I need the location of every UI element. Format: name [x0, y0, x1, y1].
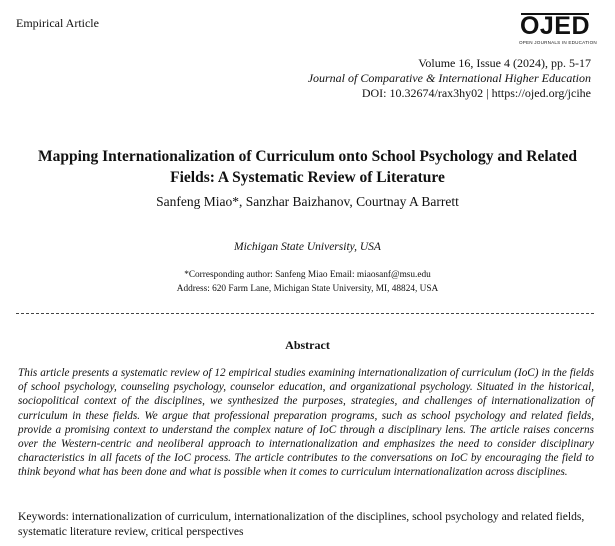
- corresponding-author-block: [0, 268, 615, 296]
- paper-title: Mapping Internationalization of Curriculum onto School Psychology and Related Fields: A Systematic Review of Literature: [37, 148, 578, 186]
- ojed-logo: [519, 6, 597, 50]
- logo-text: OJED: [519, 12, 591, 40]
- keywords: Keywords: internationalization of curriculum, internationalization of the disciplines, school psychology and related fields, systematic literature review, critical perspectives: [18, 510, 585, 538]
- author-list: Sanfeng Miao*, Sanzhar Baizhanov, Courtnay A Barrett: [156, 194, 459, 209]
- journal-meta: [308, 56, 591, 101]
- section-divider: [16, 313, 594, 314]
- affiliation: Michigan State University, USA: [234, 241, 381, 253]
- logo-subtitle: OPEN JOURNALS IN EDUCATION: [519, 40, 597, 45]
- corresponding-author: *Corresponding author: Sanfeng Miao Email: miaosanf@msu.edu: [184, 270, 431, 280]
- article-type-label: Empirical Article: [16, 16, 99, 30]
- volume-issue: Volume 16, Issue 4 (2024), pp. 5-17: [418, 56, 591, 70]
- abstract-text: This article presents a systematic review of 12 empirical studies examining internationalization of curriculum (IoC) in the fields of school psychology, counseling psychology, counselor education, and organizational psychology. Situated in the historical, sociopolitical context of the disciplines, we synthesized the purposes, strategies, and challenges of internationalization of curriculum in these fields. We argue that professional preparation programs, such as school psychology and related fields, provide a promising context to understand the complex nature of IoC through a disciplinary lens. The article raises concerns over the Western-centric and neoliberal approach to internationalization and emphasizes the need to consider disciplinary characteristics in all facets of the IoC process. The article contributes to the conversations on IoC by encouraging the field to think beyond what has been done and what is possible when it comes to curriculum internationalization across disciplines.: [18, 367, 594, 479]
- doi-link[interactable]: DOI: 10.32674/rax3hy02 | https://ojed.org/jcihe: [361, 86, 591, 100]
- author-address: Address: 620 Farm Lane, Michigan State University, MI, 48824, USA: [176, 284, 439, 294]
- abstract-heading: Abstract: [285, 338, 330, 352]
- journal-name: Journal of Comparative & International Higher Education: [307, 71, 591, 85]
